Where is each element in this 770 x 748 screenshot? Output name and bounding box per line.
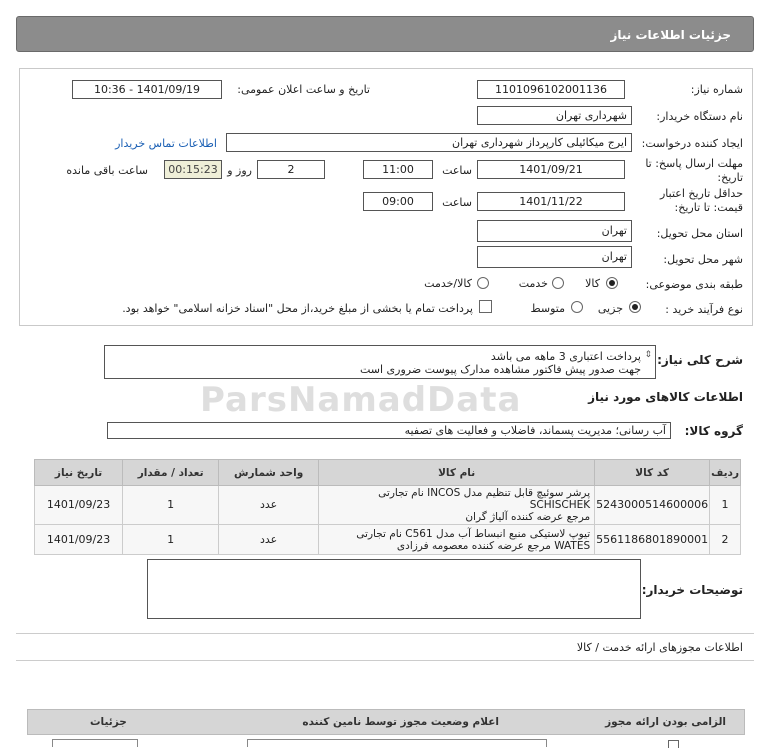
category-radio-goods[interactable]: [606, 277, 618, 289]
table-row: [35, 525, 741, 555]
divider: [16, 633, 754, 634]
permits-status-header: اعلام وضعیت مجوز توسط نامین کننده: [302, 716, 499, 728]
validity-label-1: حداقل تاریخ اعتبار: [659, 187, 743, 200]
days-label: روز و: [227, 164, 252, 177]
need-number-label: شماره نیاز:: [690, 83, 743, 96]
category-label: طبقه بندی موضوعی:: [645, 278, 743, 291]
process-label: نوع فرآیند خرید :: [665, 303, 743, 316]
city-field: تهران: [477, 246, 632, 268]
item-code: 5561186801890001: [595, 525, 710, 555]
col-row-header: ردیف: [710, 460, 741, 486]
category-radio-service[interactable]: [552, 277, 564, 289]
permits-details-header: جزئیات: [90, 716, 127, 728]
col-date-header: تاریخ نیاز: [35, 460, 123, 486]
process-radio-minor[interactable]: [629, 301, 641, 313]
col-unit-header: واحد شمارش: [219, 460, 319, 486]
creator-label: ایجاد کننده درخواست:: [641, 137, 743, 150]
permit-required-checkbox[interactable]: [668, 740, 679, 748]
permits-title: اطلاعات مجوزهای ارائه خدمت / کالا: [576, 641, 743, 654]
remaining-time-field: 00:15:23: [164, 160, 222, 179]
permits-required-header: الزامی بودن ارائه مجوز: [605, 716, 726, 728]
treasury-payment-note: پرداخت تمام یا بخشی از مبلغ خرید،از محل "اسناد خزانه اسلامی" خواهد بود.: [122, 302, 473, 315]
deadline-label-2: تاریخ:: [717, 171, 743, 184]
col-code-header: کد کالا: [595, 460, 710, 486]
col-name-header: نام کالا: [319, 460, 595, 486]
permits-table-header: [27, 709, 745, 735]
deadline-date-field: 1401/09/21: [477, 160, 625, 179]
buyer-org-label: نام دستگاه خریدار:: [656, 110, 743, 123]
process-minor-label: جزیی: [597, 302, 623, 315]
need-number-field: 1101096102001136: [477, 80, 625, 99]
item-name: [319, 486, 595, 525]
deadline-label-1: مهلت ارسال پاسخ: تا: [645, 157, 743, 170]
category-service-label: خدمت: [518, 277, 548, 290]
permit-details-field: [52, 739, 138, 747]
category-both-label: کالا/خدمت: [424, 277, 472, 290]
announce-field: 1401/09/19 - 10:36: [72, 80, 222, 99]
deadline-time-label: ساعت: [442, 164, 472, 177]
item-name-line-1: تیوپ لاستیکی منبع انبساط آب مدل C561 نام تجارتی: [356, 527, 591, 540]
item-name-line-2: WATES مرجع عرضه کننده معصومه فرزادی: [396, 539, 591, 552]
goods-group-label: گروه کالا:: [684, 424, 743, 438]
validity-label-2: قیمت: تا تاریخ:: [674, 201, 743, 214]
item-name-line-2: مرجع عرضه کننده آلیاژ گران: [465, 511, 591, 523]
description-box: [104, 345, 656, 379]
description-line-1: پرداخت اعتباری 3 ماهه می باشد: [490, 350, 641, 363]
resize-grip-icon[interactable]: ⇕: [644, 350, 652, 360]
goods-table: [34, 459, 741, 555]
buyer-contact-link[interactable]: اطلاعات تماس خریدار: [115, 137, 217, 150]
treasury-payment-checkbox[interactable]: [479, 300, 492, 313]
item-qty: 1: [123, 525, 219, 555]
row-index: 1: [710, 486, 741, 525]
goods-group-field: آب رسانی؛ مدیریت پسماند، فاضلاب و فعالیت های تصفیه: [107, 422, 671, 439]
watermark-text: ParsNamadData: [200, 380, 522, 420]
permit-status-field: [247, 739, 547, 747]
province-field: تهران: [477, 220, 632, 242]
buyer-notes-label: توضیحات خریدار:: [641, 583, 743, 597]
buyer-org-field: شهرداری تهران: [477, 106, 632, 125]
item-code: 5243000514600006: [595, 486, 710, 525]
item-date: 1401/09/23: [35, 525, 123, 555]
table-row: [35, 486, 741, 525]
item-date: 1401/09/23: [35, 486, 123, 525]
description-line-2: جهت صدور پیش فاکتور مشاهده مدارک پیوست ضروری است: [359, 363, 641, 376]
days-field: 2: [257, 160, 325, 179]
item-qty: 1: [123, 486, 219, 525]
item-name-line-1: پرشر سوئیچ قابل تنظیم مدل INCOS نام تجارتی SCHISCHEK: [378, 487, 591, 511]
col-qty-header: تعداد / مقدار: [123, 460, 219, 486]
validity-time-label: ساعت: [442, 196, 472, 209]
item-name: [319, 525, 595, 555]
validity-time-field: 09:00: [363, 192, 433, 211]
announce-label: تاریخ و ساعت اعلان عمومی:: [237, 83, 370, 96]
page-title: جزئیات اطلاعات نیاز: [610, 28, 731, 42]
province-label: استان محل تحویل:: [656, 227, 743, 240]
goods-info-title: اطلاعات کالاهای مورد نیاز: [588, 390, 743, 404]
row-index: 2: [710, 525, 741, 555]
city-label: شهر محل تحویل:: [663, 253, 743, 266]
creator-field: ایرج میکائیلی کارپرداز شهرداری تهران: [226, 133, 632, 152]
category-goods-label: کالا: [585, 277, 600, 290]
goods-table-header: [35, 460, 741, 486]
buyer-notes-box: [147, 559, 641, 619]
description-label: شرح کلی نیاز:: [657, 353, 743, 367]
deadline-time-field: 11:00: [363, 160, 433, 179]
item-unit: عدد: [219, 525, 319, 555]
divider: [16, 660, 754, 661]
item-unit: عدد: [219, 486, 319, 525]
page-header: [16, 16, 754, 52]
process-medium-label: متوسط: [530, 302, 565, 315]
category-radio-both[interactable]: [477, 277, 489, 289]
remaining-label: ساعت باقی مانده: [66, 164, 148, 177]
validity-date-field: 1401/11/22: [477, 192, 625, 211]
process-radio-medium[interactable]: [571, 301, 583, 313]
